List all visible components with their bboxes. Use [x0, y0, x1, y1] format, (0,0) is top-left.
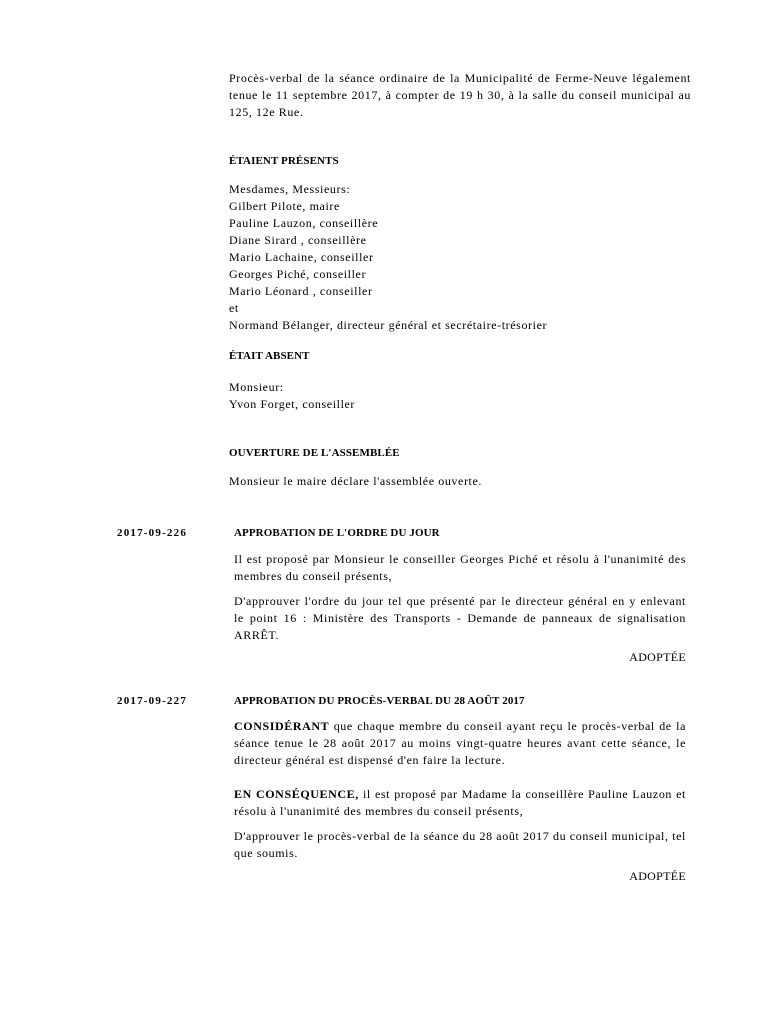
intro-paragraph: Procès-verbal de la séance ordinaire de la Municipalité de Ferme-Neuve légalement tenue le 11 septembre 2017, à compter de 19 h 30, à la salle du conseil municipal au 125, 12e Rue.	[229, 71, 691, 119]
consequence-paragraph	[234, 786, 686, 820]
absent-line: Monsieur:	[229, 380, 284, 394]
resolution-paragraph: D'approuver l'ordre du jour tel que présenté par le directeur général en y enlevant le point 16 : Ministère des Transports - Demande de panneaux de signalisation ARRÊT.	[234, 594, 686, 642]
absent-line: Yvon Forget, conseiller	[229, 397, 356, 411]
present-line: Mario Lachaine, conseiller	[229, 250, 374, 264]
resolution-title: APPROBATION DE L'ORDRE DU JOUR	[234, 527, 440, 539]
adopted-label: ADOPTÉE	[629, 650, 686, 664]
considerant-text: que chaque membre du conseil ayant reçu le procès-verbal de la séance tenue le 28 août 2017 au moins vingt-quatre heures avant cette séance, le directeur général est dispensé d'en faire la lecture.	[234, 719, 686, 767]
present-line: Pauline Lauzon, conseillère	[229, 216, 379, 230]
present-line: Gilbert Pilote, maire	[229, 199, 340, 213]
considerant-keyword: CONSIDÉRANT	[234, 719, 330, 733]
consequence-text: il est proposé par Madame la conseillère Pauline Lauzon et résolu à l'unanimité des membres du conseil présents,	[234, 787, 686, 818]
resolution-title: APPROBATION DU PROCÈS-VERBAL DU 28 AOÛT 2017	[234, 695, 525, 707]
present-line: Mesdames, Messieurs:	[229, 182, 351, 196]
resolution-paragraph: D'approuver le procès-verbal de la séance du 28 août 2017 du conseil municipal, tel que soumis.	[234, 829, 686, 860]
resolution-number: 2017-09-227	[117, 695, 188, 707]
opening-text: Monsieur le maire déclare l'assemblée ouverte.	[229, 474, 482, 488]
present-list	[229, 181, 691, 334]
absent-list	[229, 379, 691, 413]
considerant-paragraph	[234, 718, 686, 769]
resolution-number: 2017-09-226	[117, 527, 188, 539]
present-line: Normand Bélanger, directeur général et secrétaire-trésorier	[229, 318, 548, 332]
present-heading: ÉTAIENT PRÉSENTS	[229, 155, 339, 167]
absent-heading: ÉTAIT ABSENT	[229, 350, 310, 362]
consequence-keyword: EN CONSÉQUENCE,	[234, 787, 359, 801]
resolution-paragraph: Il est proposé par Monsieur le conseiller Georges Piché et résolu à l'unanimité des membres du conseil présents,	[234, 552, 686, 583]
opening-heading: OUVERTURE DE L'ASSEMBLÉE	[229, 447, 400, 459]
present-line: Georges Piché, conseiller	[229, 267, 367, 281]
present-line: Diane Sirard , conseillère	[229, 233, 367, 247]
present-line: Mario Léonard , conseiller	[229, 284, 373, 298]
present-line: et	[229, 301, 239, 315]
adopted-label: ADOPTÉE	[629, 869, 686, 883]
